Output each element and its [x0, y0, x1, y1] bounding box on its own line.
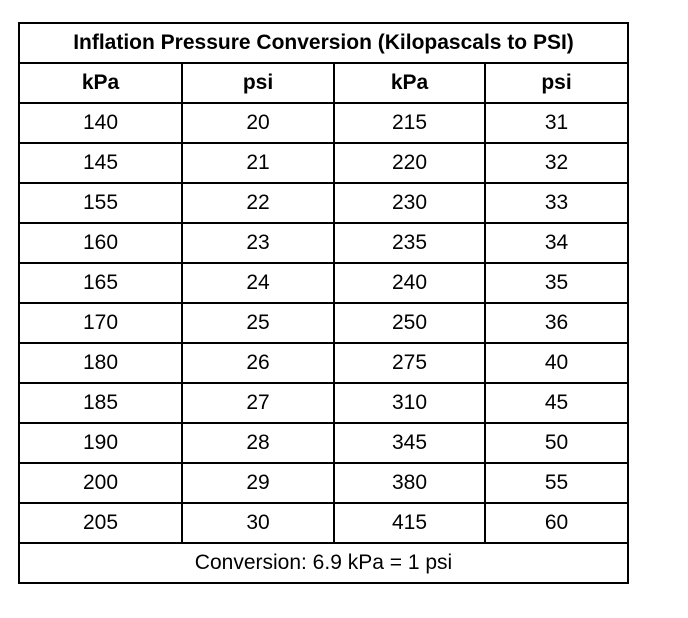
conversion-note: Conversion: 6.9 kPa = 1 psi: [19, 543, 628, 583]
kpa-cell: 185: [19, 383, 182, 423]
psi-cell: 33: [485, 183, 628, 223]
table-row: [19, 103, 628, 143]
table-row: [19, 183, 628, 223]
kpa-cell: 190: [19, 423, 182, 463]
table-row: [19, 303, 628, 343]
psi-cell: 34: [485, 223, 628, 263]
table-row: [19, 223, 628, 263]
psi-cell: 24: [182, 263, 334, 303]
kpa-cell: 215: [334, 103, 485, 143]
psi-cell: 27: [182, 383, 334, 423]
psi-cell: 20: [182, 103, 334, 143]
kpa-cell: 205: [19, 503, 182, 543]
kpa-cell: 250: [334, 303, 485, 343]
table-row: [19, 263, 628, 303]
kpa-cell: 240: [334, 263, 485, 303]
footer-row: [19, 543, 628, 583]
table-row: [19, 343, 628, 383]
psi-cell: 30: [182, 503, 334, 543]
psi-cell: 25: [182, 303, 334, 343]
psi-cell: 21: [182, 143, 334, 183]
header-row: [19, 63, 628, 103]
pressure-conversion-table: [18, 22, 629, 584]
kpa-cell: 145: [19, 143, 182, 183]
header-kpa-1: kPa: [19, 63, 182, 103]
kpa-cell: 155: [19, 183, 182, 223]
kpa-cell: 220: [334, 143, 485, 183]
kpa-cell: 230: [334, 183, 485, 223]
table-row: [19, 423, 628, 463]
kpa-cell: 200: [19, 463, 182, 503]
psi-cell: 50: [485, 423, 628, 463]
kpa-cell: 310: [334, 383, 485, 423]
kpa-cell: 275: [334, 343, 485, 383]
psi-cell: 40: [485, 343, 628, 383]
kpa-cell: 345: [334, 423, 485, 463]
psi-cell: 32: [485, 143, 628, 183]
header-psi-2: psi: [485, 63, 628, 103]
psi-cell: 28: [182, 423, 334, 463]
kpa-cell: 160: [19, 223, 182, 263]
kpa-cell: 170: [19, 303, 182, 343]
kpa-cell: 415: [334, 503, 485, 543]
psi-cell: 26: [182, 343, 334, 383]
kpa-cell: 165: [19, 263, 182, 303]
psi-cell: 60: [485, 503, 628, 543]
kpa-cell: 180: [19, 343, 182, 383]
kpa-cell: 140: [19, 103, 182, 143]
psi-cell: 36: [485, 303, 628, 343]
header-psi-1: psi: [182, 63, 334, 103]
psi-cell: 23: [182, 223, 334, 263]
kpa-cell: 235: [334, 223, 485, 263]
kpa-cell: 380: [334, 463, 485, 503]
psi-cell: 22: [182, 183, 334, 223]
table-row: [19, 383, 628, 423]
table-title: Inflation Pressure Conversion (Kilopascals to PSI): [19, 23, 628, 63]
psi-cell: 45: [485, 383, 628, 423]
psi-cell: 55: [485, 463, 628, 503]
table-row: [19, 143, 628, 183]
psi-cell: 35: [485, 263, 628, 303]
psi-cell: 31: [485, 103, 628, 143]
table-row: [19, 503, 628, 543]
title-row: [19, 23, 628, 63]
header-kpa-2: kPa: [334, 63, 485, 103]
table-row: [19, 463, 628, 503]
psi-cell: 29: [182, 463, 334, 503]
